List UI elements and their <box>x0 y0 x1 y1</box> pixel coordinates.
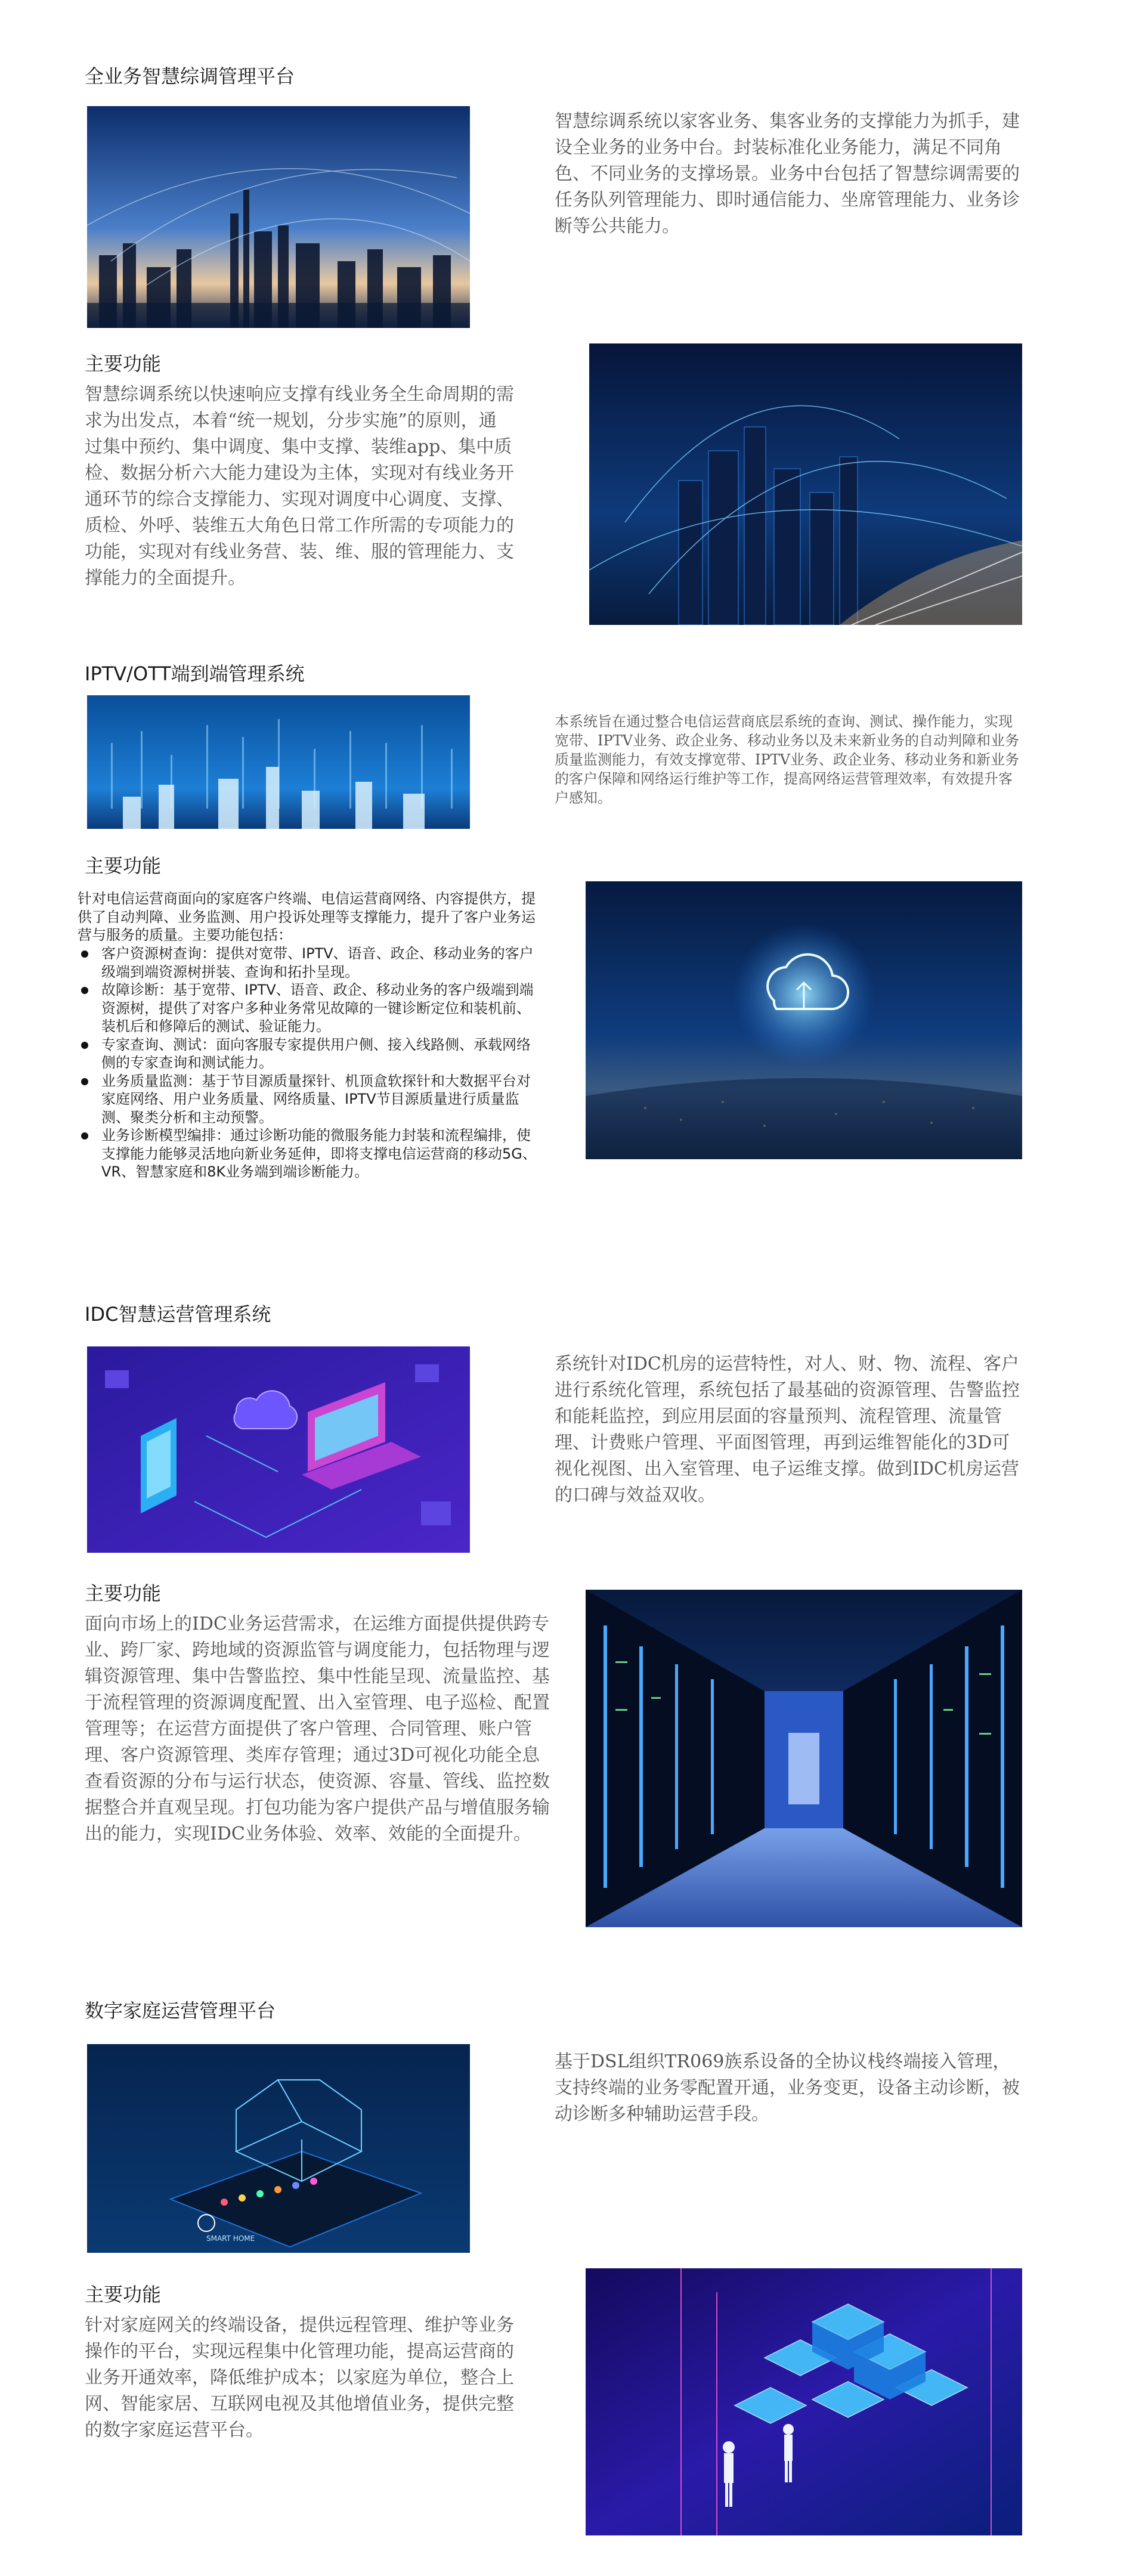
smart-home-label: SMART HOME <box>206 2234 255 2243</box>
features-title-4: 主要功能 <box>85 2283 162 2306</box>
list-item: 故障诊断：基于宽带、IPTV、语音、政企、移动业务的客户级端到端资源树，提供了对客户多种业务常见故障的一键诊断定位和装机前、装机后和修障后的测试、验证能力。 <box>78 981 543 1036</box>
smart-home-image <box>87 2044 470 2253</box>
section-intro-2: 本系统旨在通过整合电信运营商底层系统的查询、测试、操作能力，实现宽带、IPTV业务、政企业务、移动业务以及未来新业务的自动判障和业务质量监测能力，有效支撑宽带、IPTV业务、政企业务、移动业务和新业务的客户保障和网络运行维护等工作，提高网络运营管理效率，有效提升客户感知。 <box>555 713 1019 806</box>
isometric-devices-image <box>87 1346 470 1553</box>
section-intro-3: 系统针对IDC机房的运营特性，对人、财、物、流程、客户进行系统化管理，系统包括了最基础的资源管理、告警监控和能耗监控，到应用层面的容量预判、流程管理、流量管理、计费账户管理、平面图管理，再到运维智能化的3D可视化视图、出入室管理、电子运维支撑。做到IDC机房运营的口碑与效益双收。 <box>555 1354 1020 1506</box>
list-item: 客户资源树查询：提供对宽带、IPTV、语音、政企、移动业务的客户级端到端资源树拼装、查询和拓扑呈现。 <box>78 945 543 981</box>
section-title-2: IPTV/OTT端到端管理系统 <box>85 662 305 685</box>
section-intro-4: 基于DSL组织TR069族系设备的全协议栈终端接入管理，支持终端的业务零配置开通，业务变更，设备主动诊断，被动诊断多种辅助运营手段。 <box>555 2051 1020 2125</box>
features-intro-2: 针对电信运营商面向的家庭客户终端、电信运营商网络、内容提供方，提供了自动判障、业务监测、用户投诉处理等支撑能力，提升了客户业务运营与服务的质量。主要功能包括： <box>78 890 536 943</box>
features-text-3: 面向市场上的IDC业务运营需求，在运维方面提供提供跨专业、跨厂家、跨地域的资源监管与调度能力，包括物理与逻辑资源管理、集中告警监控、集中性能呈现、流量监控、基于流程管理的资源调度配置、出入室管理、电子巡检、配置管理等；在运营方面提供了客户管理、合同管理、账户管理、客户资源管理、类库存管理；通过3D可视化功能全息查看资源的分布与运行状态，使资源、容量、管线、监控数据整合并直观呈现。打包功能为客户提供产品与增值服务输出的能力，实现IDC业务体验、效率、效能的全面提升。 <box>85 1614 550 1844</box>
data-blocks-image <box>586 2268 1022 2535</box>
server-room-image <box>586 1590 1022 1927</box>
features-title-3: 主要功能 <box>85 1582 162 1605</box>
features-title-1: 主要功能 <box>85 352 162 375</box>
list-item: 业务诊断模型编排：通过诊断功能的微服务能力封装和流程编排，使支撑能力能够灵活地向新业务延伸，即将支撑电信运营商的移动5G、VR、智慧家庭和8K业务端到端诊断能力。 <box>78 1126 543 1181</box>
list-item: 业务质量监测：基于节目源质量探针、机顶盒软探针和大数据平台对家庭网络、用户业务质量、网络质量、IPTV节目源质量进行质量监测、聚类分析和主动预警。 <box>78 1072 543 1127</box>
list-item: 专家查询、测试：面向客服专家提供用户侧、接入线路侧、承载网络侧的专家查询和测试能力。 <box>78 1036 543 1072</box>
data-city-image <box>87 695 470 829</box>
features-title-2: 主要功能 <box>85 854 162 877</box>
features-list-2 <box>78 945 543 1181</box>
features-text-4: 针对家庭网关的终端设备，提供远程管理、维护等业务操作的平台，实现远程集中化管理功能，提高运营商的业务开通效率，降低维护成本；以家庭为单位，整合上网、智能家居、互联网电视及其他增值业务，提供完整的数字家庭运营平台。 <box>85 2315 514 2441</box>
network-city-image <box>589 343 1022 625</box>
cloud-city-image <box>586 881 1022 1159</box>
section-title-3: IDC智慧运营管理系统 <box>85 1303 271 1326</box>
section-title-1: 全业务智慧综调管理平台 <box>85 65 295 88</box>
features-text-1: 智慧综调系统以快速响应支撑有线业务全生命周期的需求为出发点，本着“统一规划，分步实施”的原则，通过集中预约、集中调度、集中支撑、装维app、集中质检、数据分析六大能力建设为主体，实现对有线业务开通环节的综合支撑能力、实现对调度中心调度、支撑、质检、外呼、装维五大角色日常工作所需的专项能力的功能，实现对有线业务营、装、维、服的管理能力、支撑能力的全面提升。 <box>85 384 514 589</box>
city-skyline-image <box>87 106 470 328</box>
section-intro-1: 智慧综调系统以家客业务、集客业务的支撑能力为抓手，建设全业务的业务中台。封装标准化业务能力，满足不同角色、不同业务的支撑场景。业务中台包括了智慧综调需要的任务队列管理能力、即时通信能力、坐席管理能力、业务诊断等公共能力。 <box>555 111 1020 237</box>
section-title-4: 数字家庭运营管理平台 <box>85 1999 276 2022</box>
